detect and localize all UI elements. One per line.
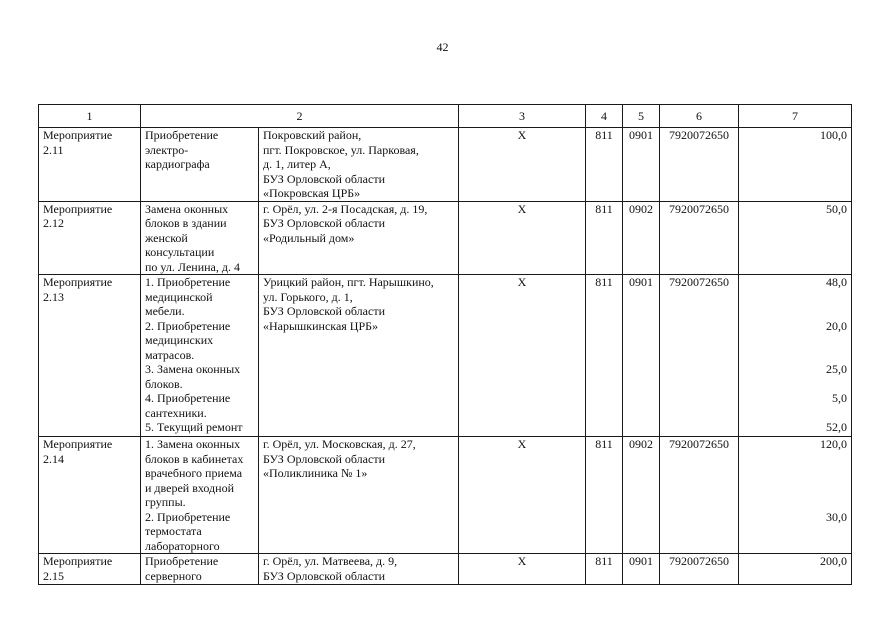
amount-cell: 50,0 <box>739 201 852 275</box>
table-row <box>39 128 852 202</box>
col4-cell: 811 <box>586 554 623 585</box>
amount-cell: 200,0 <box>739 554 852 585</box>
header-col-6: 6 <box>660 105 739 128</box>
event-cell: Мероприятие 2.13 <box>39 275 141 437</box>
location-cell: г. Орёл, ул. 2-я Посадская, д. 19, БУЗ Орловской области «Родильный дом» <box>259 201 459 275</box>
table-row <box>39 201 852 275</box>
description-cell: Приобретение серверного <box>141 554 259 585</box>
col4-cell: 811 <box>586 201 623 275</box>
event-cell: Мероприятие 2.14 <box>39 437 141 554</box>
col3-cell: Х <box>459 437 586 554</box>
location-cell: Покровский район, пгт. Покровское, ул. Парковая, д. 1, литер А, БУЗ Орловской области «Покровская ЦРБ» <box>259 128 459 202</box>
location-cell: Урицкий район, пгт. Нарышкино, ул. Горького, д. 1, БУЗ Орловской области «Нарышкинская ЦРБ» <box>259 275 459 437</box>
col3-cell: Х <box>459 275 586 437</box>
col6-cell: 7920072650 <box>660 128 739 202</box>
col5-cell: 0901 <box>623 554 660 585</box>
table-row <box>39 554 852 585</box>
header-col-1: 1 <box>39 105 141 128</box>
col3-cell: Х <box>459 128 586 202</box>
table-header-row <box>39 105 852 128</box>
event-cell: Мероприятие 2.11 <box>39 128 141 202</box>
col4-cell: 811 <box>586 275 623 437</box>
header-col-2: 2 <box>141 105 459 128</box>
col6-cell: 7920072650 <box>660 437 739 554</box>
event-cell: Мероприятие 2.15 <box>39 554 141 585</box>
table-row <box>39 437 852 554</box>
location-cell: г. Орёл, ул. Московская, д. 27, БУЗ Орловской области «Поликлиника № 1» <box>259 437 459 554</box>
col5-cell: 0902 <box>623 437 660 554</box>
col5-cell: 0902 <box>623 201 660 275</box>
col6-cell: 7920072650 <box>660 554 739 585</box>
col5-cell: 0901 <box>623 275 660 437</box>
description-cell: 1. Замена оконных блоков в кабинетах врачебного приема и дверей входной группы. 2. Приобретение термостата лабораторного <box>141 437 259 554</box>
col3-cell: Х <box>459 554 586 585</box>
page-number: 42 <box>436 40 449 54</box>
col6-cell: 7920072650 <box>660 275 739 437</box>
amount-cell: 100,0 <box>739 128 852 202</box>
table-row <box>39 275 852 437</box>
description-cell: Замена оконных блоков в здании женской консультации по ул. Ленина, д. 4 <box>141 201 259 275</box>
description-cell: Приобретение электро- кардиографа <box>141 128 259 202</box>
description-cell: 1. Приобретение медицинской мебели. 2. Приобретение медицинских матрасов. 3. Замена оконных блоков. 4. Приобретение сантехники. 5. Текущий ремонт <box>141 275 259 437</box>
col6-cell: 7920072650 <box>660 201 739 275</box>
col5-cell: 0901 <box>623 128 660 202</box>
header-col-3: 3 <box>459 105 586 128</box>
header-col-4: 4 <box>586 105 623 128</box>
event-cell: Мероприятие 2.12 <box>39 201 141 275</box>
col3-cell: Х <box>459 201 586 275</box>
header-col-7: 7 <box>739 105 852 128</box>
col4-cell: 811 <box>586 437 623 554</box>
budget-table <box>38 104 852 585</box>
col4-cell: 811 <box>586 128 623 202</box>
amount-cell: 120,0 30,0 <box>739 437 852 554</box>
header-col-5: 5 <box>623 105 660 128</box>
amount-cell: 48,0 20,0 25,0 5,0 52,0 <box>739 275 852 437</box>
location-cell: г. Орёл, ул. Матвеева, д. 9, БУЗ Орловской области <box>259 554 459 585</box>
